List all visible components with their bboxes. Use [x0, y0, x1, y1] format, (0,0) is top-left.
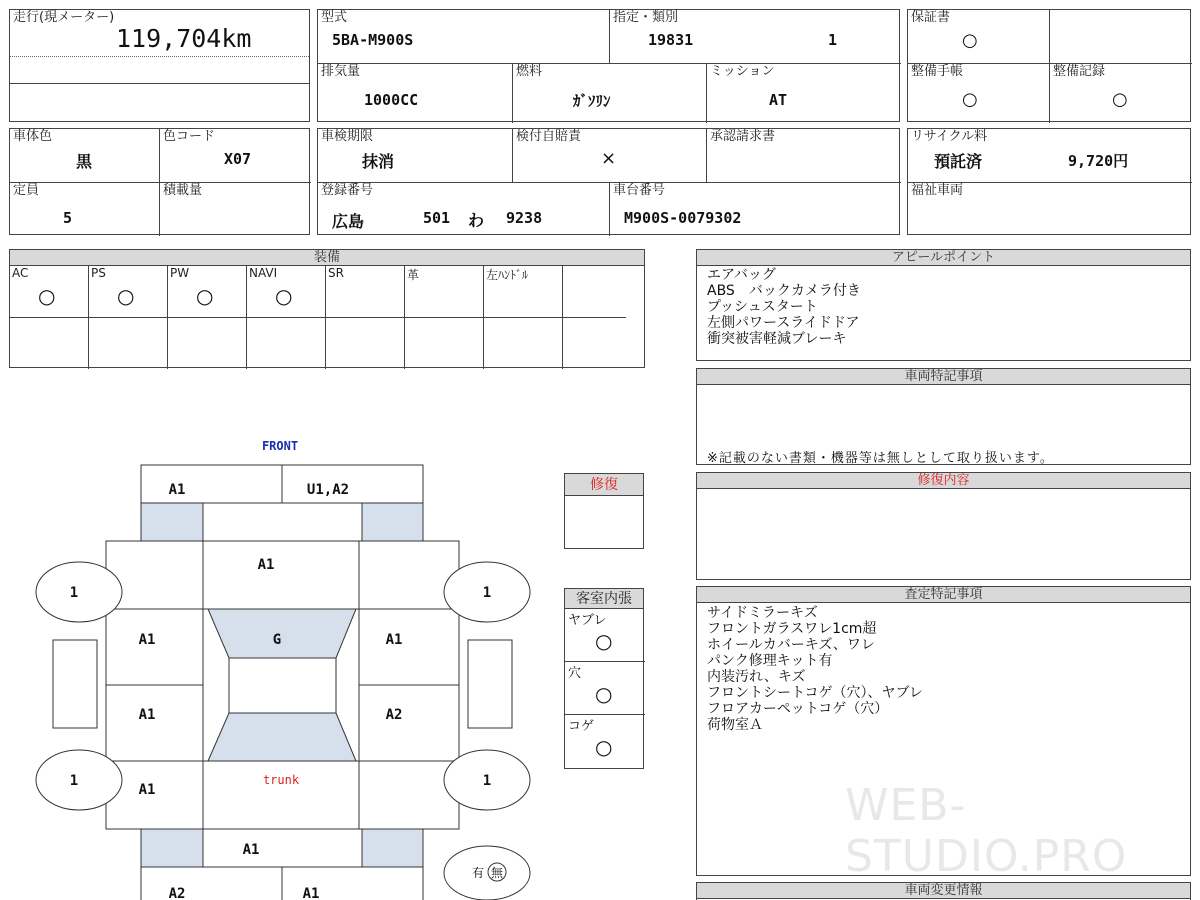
- car-diagram: [0, 430, 560, 900]
- trunk-label: trunk: [262, 773, 300, 787]
- transmission-label: ミッション: [710, 64, 775, 79]
- tire-fr-code: 1: [482, 585, 492, 601]
- color-code-cell: [160, 129, 311, 183]
- capacity-label: 定員: [13, 183, 40, 198]
- hood-code: A1: [257, 557, 275, 573]
- mileage-divider-2: [10, 83, 309, 84]
- welfare-label: 福祉車両: [911, 183, 964, 198]
- equipment-cell: [563, 266, 626, 318]
- color-code-label: 色コード: [163, 129, 216, 144]
- maint-record-label: 整備記録: [1053, 64, 1106, 79]
- plate-area: 広島: [332, 212, 365, 231]
- insurance-label: 検付自賠責: [516, 129, 582, 144]
- left-mirror: [53, 640, 97, 728]
- text-line: ABS バックカメラ付き: [707, 283, 861, 299]
- interior-mark: ○: [595, 629, 613, 653]
- hood-right: [359, 541, 459, 609]
- front-label: FRONT: [261, 439, 299, 453]
- left-mid-code: A1: [138, 707, 156, 723]
- interior-label: コゲ: [568, 719, 595, 734]
- fuel-value: ｶﾞｿﾘﾝ: [573, 92, 611, 110]
- plate-label: 登録番号: [321, 183, 374, 198]
- equipment-cell: [168, 266, 247, 318]
- approval-label: 承認請求書: [710, 129, 776, 144]
- text-line: サイドミラーキズ: [707, 605, 818, 621]
- equipment-label: 革: [407, 268, 420, 282]
- mileage-label: 走行(現メーター): [13, 10, 115, 25]
- equipment-empty-cell: [10, 318, 89, 369]
- equipment-label: AC: [12, 266, 29, 280]
- equipment-empty-cell: [484, 318, 563, 369]
- inspection-cell: [318, 129, 513, 183]
- rear-bumper-left: [141, 867, 282, 900]
- trunk-area: [203, 761, 359, 829]
- bottom-right-code: A1: [302, 886, 320, 900]
- windshield: [208, 609, 356, 658]
- front-left-pillar: [141, 503, 203, 541]
- interior-mark: ○: [595, 682, 613, 706]
- equipment-mark: ○: [38, 284, 56, 308]
- color-box: [9, 128, 310, 235]
- maint-record-cell: [1050, 64, 1192, 123]
- appeal-title: アピールポイント: [697, 250, 1190, 266]
- tire-fl-code: 1: [69, 585, 79, 601]
- recycle-box: [907, 128, 1191, 235]
- interior-box: [564, 588, 644, 769]
- right-front-code: A1: [385, 632, 403, 648]
- left-front-code: A1: [138, 632, 156, 648]
- recycle-label: リサイクル料: [911, 129, 988, 144]
- body-color-value: 黒: [76, 152, 93, 171]
- notes-footer: ※記載のない書類・機器等は無しとして取り扱います。: [707, 451, 1054, 466]
- front-right-pillar: [362, 503, 423, 541]
- designation-label: 指定・類別: [613, 10, 679, 25]
- top-left-code: A1: [168, 482, 186, 498]
- displacement-cell: [318, 64, 513, 123]
- documents-box: [907, 9, 1191, 122]
- equipment-label: 左ﾊﾝﾄﾞﾙ: [486, 268, 529, 282]
- warranty-cell: [908, 10, 1050, 64]
- tire-rr-code: 1: [482, 773, 492, 789]
- equipment-mark: ○: [117, 284, 135, 308]
- hood: [203, 541, 359, 609]
- equipment-empty-cell: [563, 318, 626, 369]
- capacity-value: 5: [63, 209, 73, 227]
- mileage-box: [9, 9, 310, 122]
- watermark: WEB-STUDIO.PRO: [845, 780, 1128, 882]
- roof-code: G: [272, 632, 282, 648]
- change-info-box: [696, 882, 1191, 900]
- transmission-value: AT: [769, 91, 788, 109]
- equipment-mark: ○: [275, 284, 293, 308]
- body-color-label: 車体色: [13, 129, 53, 144]
- equipment-box: [9, 249, 645, 368]
- text-line: 衝突被害軽減ブレーキ: [707, 331, 847, 347]
- text-line: エアバッグ: [707, 267, 776, 283]
- recycle-amount: 9,720円: [1068, 152, 1129, 170]
- spec-box: [317, 9, 900, 122]
- left-rear-door: [106, 685, 203, 761]
- text-line: フロアカーペットコゲ（穴）: [707, 701, 889, 717]
- load-cell: [160, 183, 311, 236]
- interior-row: [565, 715, 645, 768]
- text-line: 左側パワースライドドア: [707, 315, 860, 331]
- equipment-cell: [247, 266, 326, 318]
- registration-box: [317, 128, 900, 235]
- equipment-mark: ○: [196, 284, 214, 308]
- load-label: 積載量: [163, 183, 203, 198]
- equipment-cell: [326, 266, 405, 318]
- welfare-cell: [908, 183, 1192, 236]
- capacity-cell: [10, 183, 160, 236]
- model-cell: [318, 10, 610, 64]
- notes-box: [696, 368, 1191, 465]
- rear-lower-code: A1: [242, 842, 260, 858]
- fuel-label: 燃料: [516, 64, 543, 79]
- front-bumper-right: [282, 465, 423, 503]
- mileage-divider: [10, 56, 309, 57]
- rear-center: [203, 829, 362, 867]
- equipment-label: SR: [328, 266, 344, 280]
- right-mid-code: A2: [385, 707, 403, 723]
- equipment-empty-cell: [168, 318, 247, 369]
- right-mirror: [468, 640, 512, 728]
- appeal-box: [696, 249, 1191, 361]
- maint-book-label: 整備手帳: [911, 64, 964, 79]
- text-line: パンク修理キット有: [707, 653, 833, 669]
- equipment-empty-cell: [326, 318, 405, 369]
- model-value: 5BA-M900S: [332, 31, 414, 49]
- right-quarter: [359, 761, 459, 829]
- text-line: 内装汚れ、キズ: [707, 669, 806, 685]
- repair-box-title: 修復: [565, 474, 643, 496]
- equipment-label: NAVI: [249, 266, 278, 280]
- text-line: ホイールカバーキズ、ワレ: [707, 637, 875, 653]
- rear-window: [208, 713, 356, 761]
- spare-yes: 有: [471, 866, 485, 880]
- repair-box: [564, 473, 644, 549]
- approval-cell: [707, 129, 901, 183]
- plate-serial: 9238: [506, 209, 543, 227]
- maint-record-mark: ○: [1112, 89, 1128, 110]
- blank-cell: [1050, 10, 1192, 64]
- equipment-grid: [10, 266, 646, 369]
- plate-number: 501: [423, 209, 451, 227]
- spare-tire: [444, 846, 530, 900]
- equipment-empty-cell: [247, 318, 326, 369]
- insurance-value: ×: [601, 148, 617, 169]
- equipment-empty-cell: [405, 318, 484, 369]
- tire-rl-code: 1: [69, 773, 79, 789]
- text-line: プッシュスタート: [707, 299, 818, 315]
- fuel-cell: [513, 64, 707, 123]
- equipment-title: 装備: [10, 250, 644, 266]
- interior-row: [565, 609, 645, 662]
- appeal-lines: [707, 267, 861, 347]
- left-rear-code: A1: [138, 782, 156, 798]
- maint-book-mark: ○: [962, 89, 978, 110]
- recycle-cell: [908, 129, 1192, 183]
- equipment-cell: [89, 266, 168, 318]
- front-bumper-left: [141, 465, 282, 503]
- displacement-value: 1000CC: [364, 91, 419, 109]
- right-front-door: [359, 609, 459, 685]
- change-info-title: 車両変更情報: [697, 883, 1190, 899]
- tire-front-left: [36, 562, 122, 622]
- body-color-cell: [10, 129, 160, 183]
- interior-row: [565, 662, 645, 715]
- equipment-cell: [405, 266, 484, 318]
- model-label: 型式: [321, 10, 348, 25]
- repair-detail-box: [696, 472, 1191, 580]
- designation-cell: [610, 10, 901, 64]
- recycle-status: 預託済: [934, 152, 983, 171]
- interior-mark: ○: [595, 735, 613, 759]
- rear-left-pillar: [141, 829, 203, 867]
- text-line: フロントガラスワレ1cm超: [707, 621, 877, 637]
- chassis-value: M900S-0079302: [624, 209, 742, 227]
- equipment-label: PS: [91, 266, 106, 280]
- displacement-label: 排気量: [321, 64, 361, 79]
- mileage-value: 119,704km: [116, 24, 252, 53]
- text-line: 荷物室Ａ: [707, 717, 763, 733]
- color-code-value: X07: [224, 150, 252, 168]
- tire-rear-left: [36, 750, 122, 810]
- plate-kana: わ: [468, 211, 485, 230]
- rear-right-pillar: [362, 829, 423, 867]
- assessment-title: 査定特記事項: [697, 587, 1190, 603]
- plate-cell: [318, 183, 610, 236]
- top-right-code: U1,A2: [306, 482, 350, 498]
- bottom-left-code: A2: [168, 886, 186, 900]
- roof-panel: [229, 658, 336, 713]
- interior-title: 客室内張: [565, 589, 643, 609]
- front-center-gap: [203, 503, 362, 541]
- text-line: フロントシートコゲ（穴）、ヤブレ: [707, 685, 923, 701]
- designation-code: 19831: [648, 31, 694, 49]
- repair-detail-title: 修復内容: [697, 473, 1190, 489]
- inspection-label: 車検期限: [321, 129, 374, 144]
- maint-book-cell: [908, 64, 1050, 123]
- interior-label: 穴: [568, 666, 582, 681]
- warranty-label: 保証書: [911, 10, 951, 25]
- right-rear-door: [359, 685, 459, 761]
- notes-title: 車両特記事項: [697, 369, 1190, 385]
- chassis-label: 車台番号: [613, 183, 666, 198]
- equipment-empty-cell: [89, 318, 168, 369]
- equipment-label: PW: [170, 266, 190, 280]
- interior-label: ヤブレ: [568, 613, 607, 628]
- equipment-cell: [10, 266, 89, 318]
- assessment-lines: [707, 605, 923, 733]
- chassis-cell: [610, 183, 901, 236]
- insurance-cell: [513, 129, 707, 183]
- warranty-mark: ○: [962, 30, 978, 51]
- equipment-cell: [484, 266, 563, 318]
- spare-no: 無: [490, 866, 504, 880]
- designation-class: 1: [828, 31, 838, 49]
- inspection-value: 抹消: [362, 152, 395, 171]
- transmission-cell: [707, 64, 901, 123]
